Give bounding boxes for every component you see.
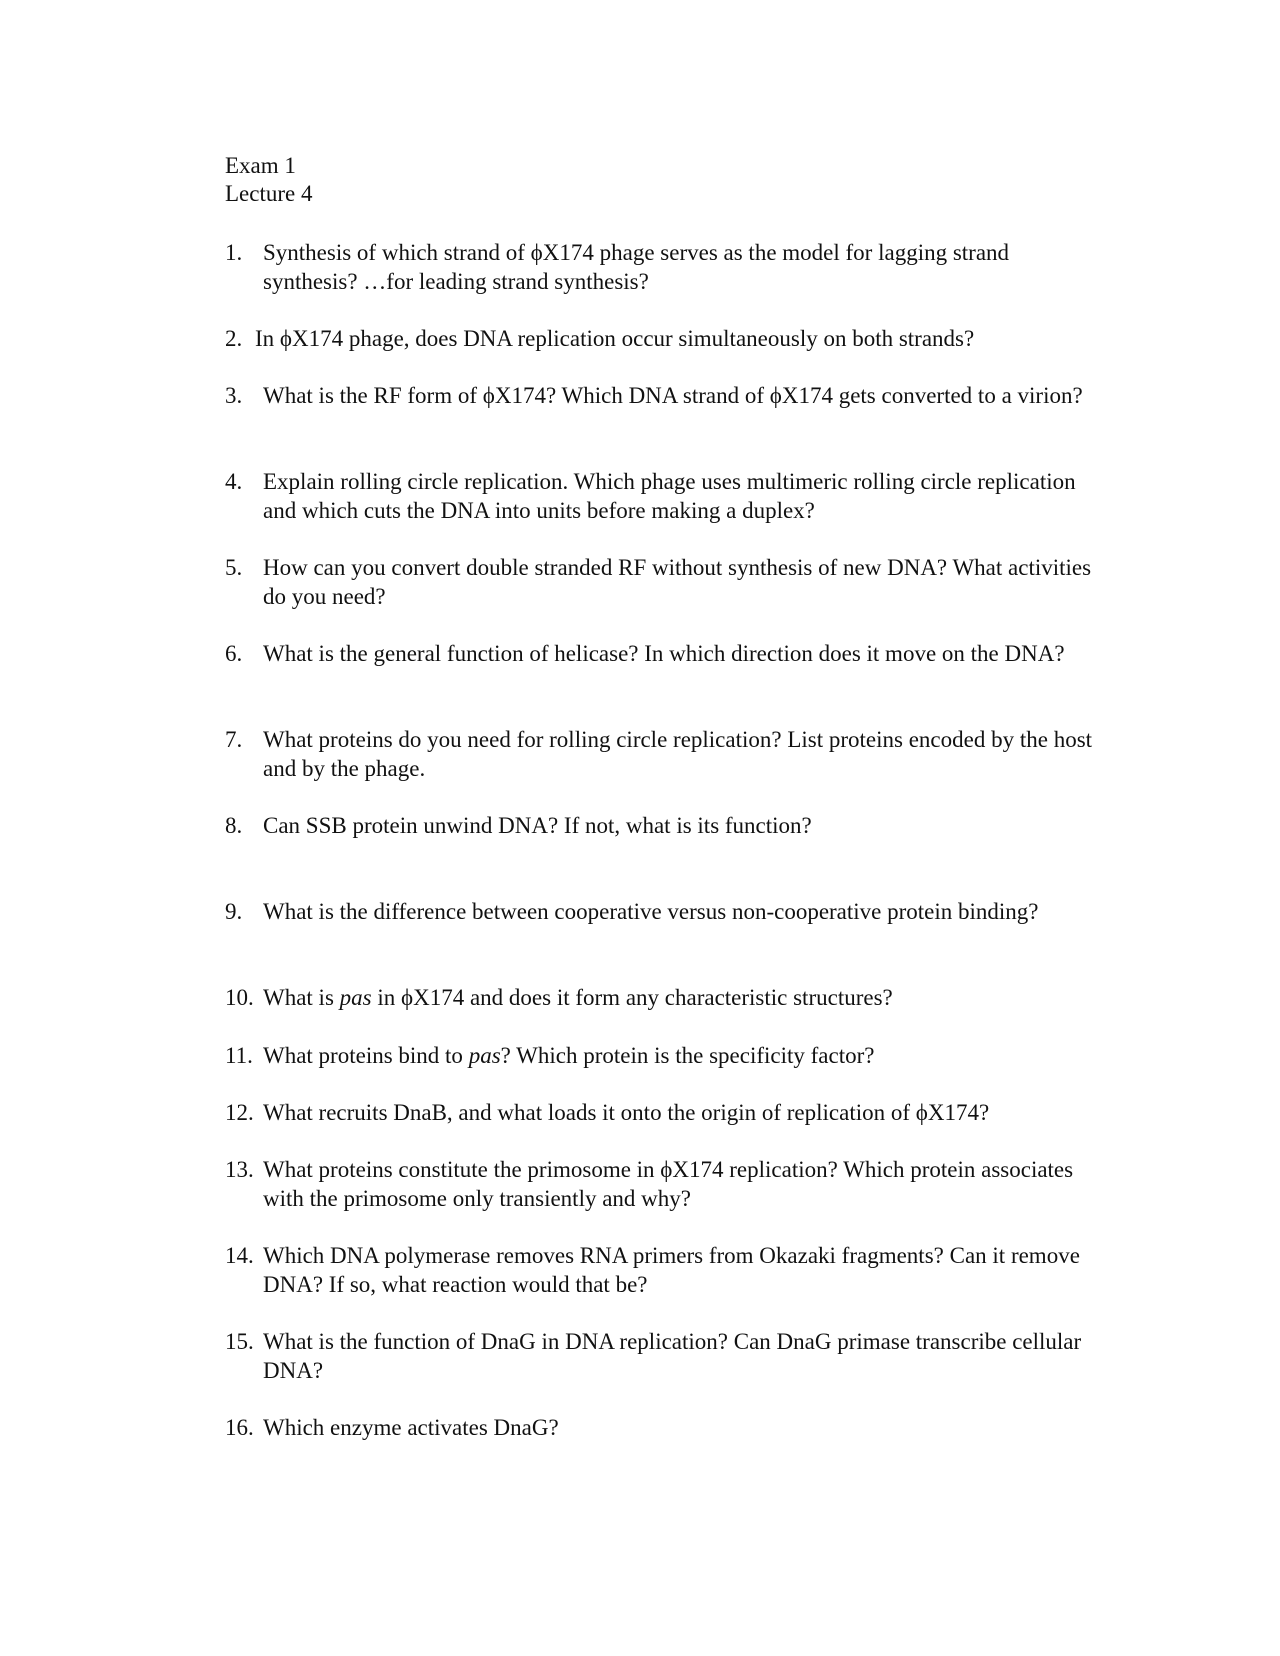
question-item	[225, 897, 1095, 926]
question-item	[225, 1327, 1095, 1385]
question-item	[225, 1098, 1095, 1127]
question-text: What proteins constitute the primosome in ϕX174 replication? Which protein associates with the primosome only transiently and why?	[263, 1157, 1074, 1211]
question-text-part: ? Which protein is the specificity factor?	[500, 1043, 875, 1068]
question-text: In ϕX174 phage, does DNA replication occur simultaneously on both strands?	[255, 326, 975, 351]
exam-title: Exam 1	[225, 153, 296, 178]
question-number: 4.	[225, 469, 243, 494]
question-item	[225, 1413, 1095, 1442]
question-number: 2.	[225, 326, 243, 351]
question-text-part: in ϕX174 and does it form any characteristic structures?	[371, 985, 893, 1010]
question-number: 16.	[225, 1415, 254, 1440]
question-text-italic: pas	[468, 1043, 501, 1068]
question-text: What recruits DnaB, and what loads it onto the origin of replication of ϕX174?	[263, 1100, 990, 1125]
question-number: 13.	[225, 1157, 254, 1182]
question-number: 3.	[225, 383, 243, 408]
question-number: 1.	[225, 240, 243, 265]
question-item	[225, 1155, 1095, 1213]
question-number: 15.	[225, 1329, 254, 1354]
question-item	[225, 1241, 1095, 1299]
question-item	[225, 238, 1095, 296]
question-number: 12.	[225, 1100, 254, 1125]
question-number: 11.	[225, 1043, 253, 1068]
question-number: 10.	[225, 985, 254, 1010]
question-number: 7.	[225, 727, 243, 752]
question-text: What is the difference between cooperative versus non-cooperative protein binding?	[263, 899, 1039, 924]
question-text: Can SSB protein unwind DNA? If not, what is its function?	[263, 813, 812, 838]
question-text: What is the general function of helicase? In which direction does it move on the DNA?	[263, 641, 1065, 666]
question-text: What is the function of DnaG in DNA replication? Can DnaG primase transcribe cellular DNA?	[263, 1329, 1082, 1383]
question-text: Synthesis of which strand of ϕX174 phage serves as the model for lagging strand synthesis? …for leading strand synthesis?	[263, 240, 1010, 294]
question-number: 14.	[225, 1243, 254, 1268]
question-item	[225, 381, 1095, 410]
question-number: 5.	[225, 555, 243, 580]
question-text-part: What proteins bind to	[263, 1043, 469, 1068]
lecture-title: Lecture 4	[225, 181, 313, 206]
question-number: 6.	[225, 641, 243, 666]
question-item	[225, 467, 1095, 525]
question-item	[225, 639, 1095, 668]
question-text: Which DNA polymerase removes RNA primers from Okazaki fragments? Can it remove DNA? If so, what reaction would that be?	[263, 1243, 1080, 1297]
question-item	[225, 725, 1095, 783]
question-text	[225, 983, 1095, 1012]
question-item	[225, 983, 1095, 1012]
question-text: What is the RF form of ϕX174? Which DNA strand of ϕX174 gets converted to a virion?	[263, 383, 1083, 408]
question-number: 8.	[225, 813, 243, 838]
question-text: Explain rolling circle replication. Which phage uses multimeric rolling circle replication and which cuts the DNA into units before making a duplex?	[263, 469, 1076, 523]
question-item	[225, 1041, 1095, 1070]
question-number: 9.	[225, 899, 243, 924]
question-text	[225, 1041, 1095, 1070]
question-text: What proteins do you need for rolling circle replication? List proteins encoded by the host and by the phage.	[263, 727, 1093, 781]
question-text: Which enzyme activates DnaG?	[263, 1415, 559, 1440]
question-item	[225, 811, 1095, 840]
question-text-part: What is	[263, 985, 340, 1010]
question-text-italic: pas	[339, 985, 372, 1010]
question-item	[225, 324, 1095, 353]
question-item	[225, 553, 1095, 611]
question-text: How can you convert double stranded RF without synthesis of new DNA? What activities do you need?	[263, 555, 1092, 609]
